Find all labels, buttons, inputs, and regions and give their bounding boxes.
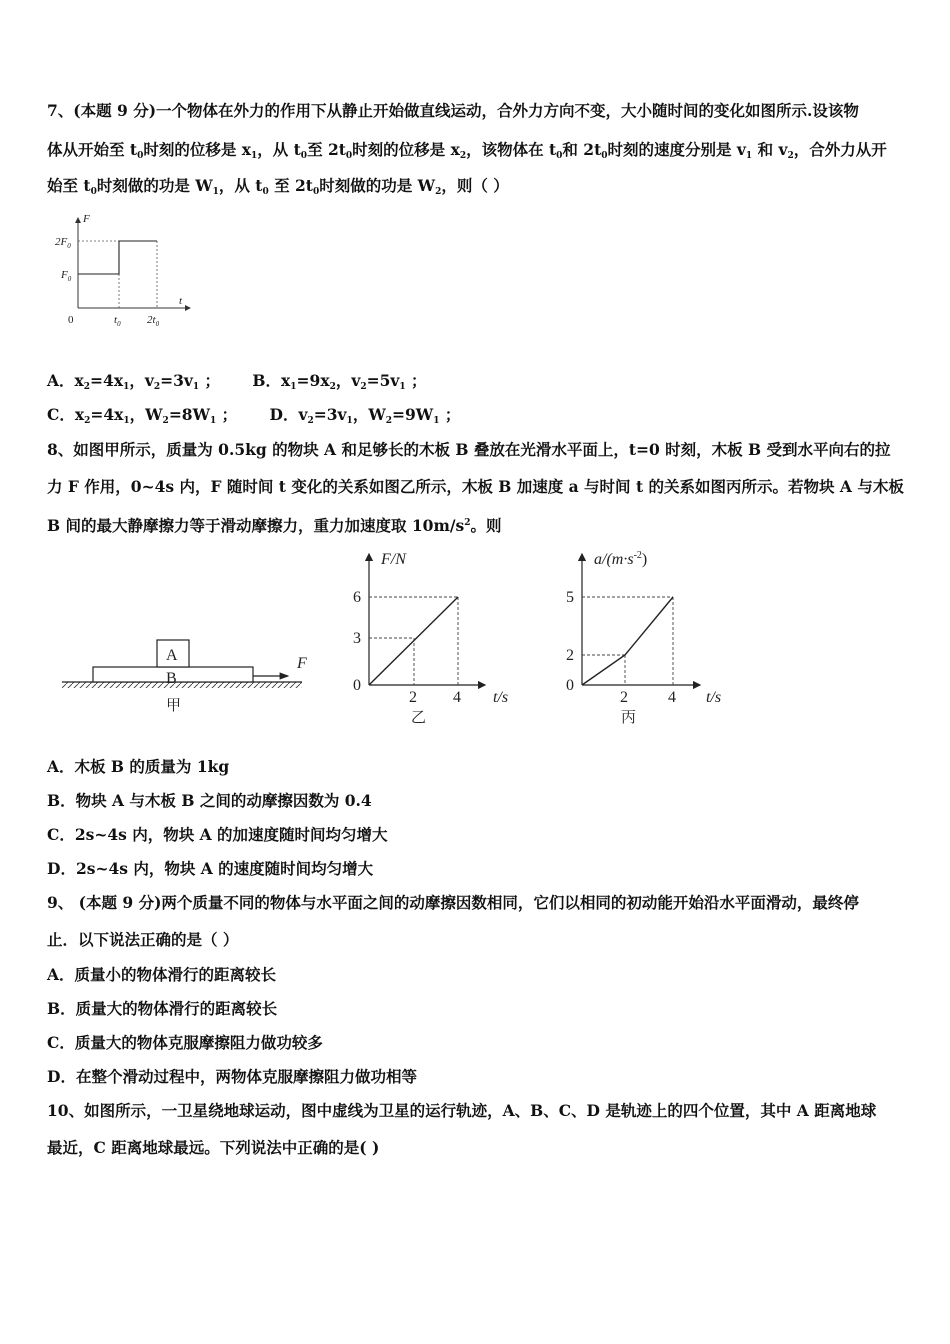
yi-tick-t4: 4 bbox=[453, 689, 461, 706]
bing-origin: 0 bbox=[566, 677, 574, 694]
caption-jia: 甲 bbox=[166, 698, 182, 714]
x-tick-2t0: $2t_0$ bbox=[147, 314, 160, 328]
bing-tick-5: 5 bbox=[566, 589, 574, 606]
q9-option-a: A．质量小的物体滑行的距离较长 bbox=[47, 965, 277, 984]
bing-tick-t4: 4 bbox=[668, 689, 676, 706]
q10-line2: 最近，C 距离地球最远。下列说法中正确的是( ) bbox=[47, 1138, 380, 1157]
q7-force-time-graph bbox=[50, 212, 200, 330]
q8-fig-jia bbox=[60, 630, 320, 720]
caption-bing: 丙 bbox=[621, 710, 637, 726]
q8-fig-bing bbox=[562, 546, 742, 726]
caption-yi: 乙 bbox=[411, 710, 427, 726]
q8-option-c: C．2s~4s 内，物块 A 的加速度随时间均匀增大 bbox=[47, 825, 388, 844]
origin-label: 0 bbox=[68, 314, 74, 326]
q10-line1: 10、如图所示，一卫星绕地球运动，图中虚线为卫星的运行轨迹，A、B、C、D 是轨迹上的四个位置，其中 A 距离地球 bbox=[47, 1101, 877, 1120]
yi-origin: 0 bbox=[353, 677, 361, 694]
q8-option-a: A．木板 B 的质量为 1kg bbox=[47, 757, 230, 776]
q8-option-b: B．物块 A 与木板 B 之间的动摩擦因数为 0.4 bbox=[47, 791, 372, 810]
board-b-label: B bbox=[166, 670, 177, 687]
bing-accel-line bbox=[582, 597, 673, 685]
x-tick-t0: $t_0$ bbox=[114, 314, 121, 328]
yi-force-line bbox=[369, 597, 458, 685]
y-tick-2f0: $2F_0$ bbox=[55, 236, 71, 250]
block-a-label: A bbox=[166, 647, 178, 664]
q7-options-cd: C．$x_2=4x_1$，$W_2=8W_1$ ； D．$v_2=3v_1$，$W_2=9W_1$ ； bbox=[47, 405, 461, 426]
q8-line3: B 间的最大静摩擦力等于滑动摩擦力，重力加速度取 $10m/s^2$。则 bbox=[47, 516, 502, 535]
bing-y-label: $a/(m\cdot s^{-2})$ bbox=[594, 550, 648, 568]
yi-tick-3: 3 bbox=[353, 630, 361, 647]
q7-line1: 7、(本题 9 分)一个物体在外力的作用下从静止开始做直线运动，合外力方向不变，大小随时间的变化如图所示.设该物 bbox=[47, 101, 859, 120]
q8-line1: 8、如图甲所示，质量为 0.5kg 的物块 A 和足够长的木板 B 叠放在光滑水平面上，t=0 时刻，木板 B 受到水平向右的拉 bbox=[47, 440, 891, 459]
ground-hatch bbox=[62, 682, 302, 688]
q9-option-d: D．在整个滑动过程中，两物体克服摩擦阻力做功相等 bbox=[47, 1067, 417, 1086]
yi-tick-t2: 2 bbox=[409, 689, 417, 706]
q9-option-b: B．质量大的物体滑行的距离较长 bbox=[47, 999, 278, 1018]
x-axis-label: t bbox=[179, 295, 183, 307]
y-axis-label: F bbox=[83, 213, 90, 225]
yi-y-label: F/N bbox=[381, 551, 406, 568]
yi-x-label: t/s bbox=[493, 689, 509, 706]
q7-line3: 始至 $t_0$时刻做的功是 $W_1$，从 $t_0$ 至 $2t_0$时刻做的功是 $W_2$，则（ ） bbox=[47, 176, 509, 197]
q8-line2: 力 F 作用，0~4s 内，F 随时间 t 变化的关系如图乙所示，木板 B 加速度 a 与时间 t 的关系如图丙所示。若物块 A 与木板 bbox=[47, 477, 904, 496]
force-label: F bbox=[297, 655, 307, 672]
q7-options-ab: A．$x_2=4x_1$，$v_2=3v_1$ ； B．$x_1=9x_2$，$v_2=5v_1$ ； bbox=[47, 371, 427, 392]
bing-tick-t2: 2 bbox=[620, 689, 628, 706]
y-tick-f0: $F_0$ bbox=[61, 269, 72, 283]
q8-option-d: D．2s~4s 内，物块 A 的速度随时间均匀增大 bbox=[47, 859, 374, 878]
force-step-line bbox=[78, 241, 157, 274]
q7-line2: 体从开始至 $t_0$时刻的位移是 $x_1$，从 $t_0$至 $2t_0$时刻的位移是 $x_2$，该物体在 $t_0$和 $2t_0$时刻的速度分别是 $v_1$ 和 $v_2$，合外力从开 bbox=[47, 140, 887, 161]
yi-tick-6: 6 bbox=[353, 589, 361, 606]
bing-x-label: t/s bbox=[706, 689, 722, 706]
bing-tick-2: 2 bbox=[566, 647, 574, 664]
q9-option-c: C．质量大的物体克服摩擦阻力做功较多 bbox=[47, 1033, 323, 1052]
q8-fig-yi bbox=[345, 546, 525, 726]
q9-line2: 止．以下说法正确的是（ ） bbox=[47, 930, 239, 949]
q9-line1: 9、 (本题 9 分)两个质量不同的物体与水平面之间的动摩擦因数相同，它们以相同的初动能开始沿水平面滑动，最终停 bbox=[47, 893, 859, 912]
